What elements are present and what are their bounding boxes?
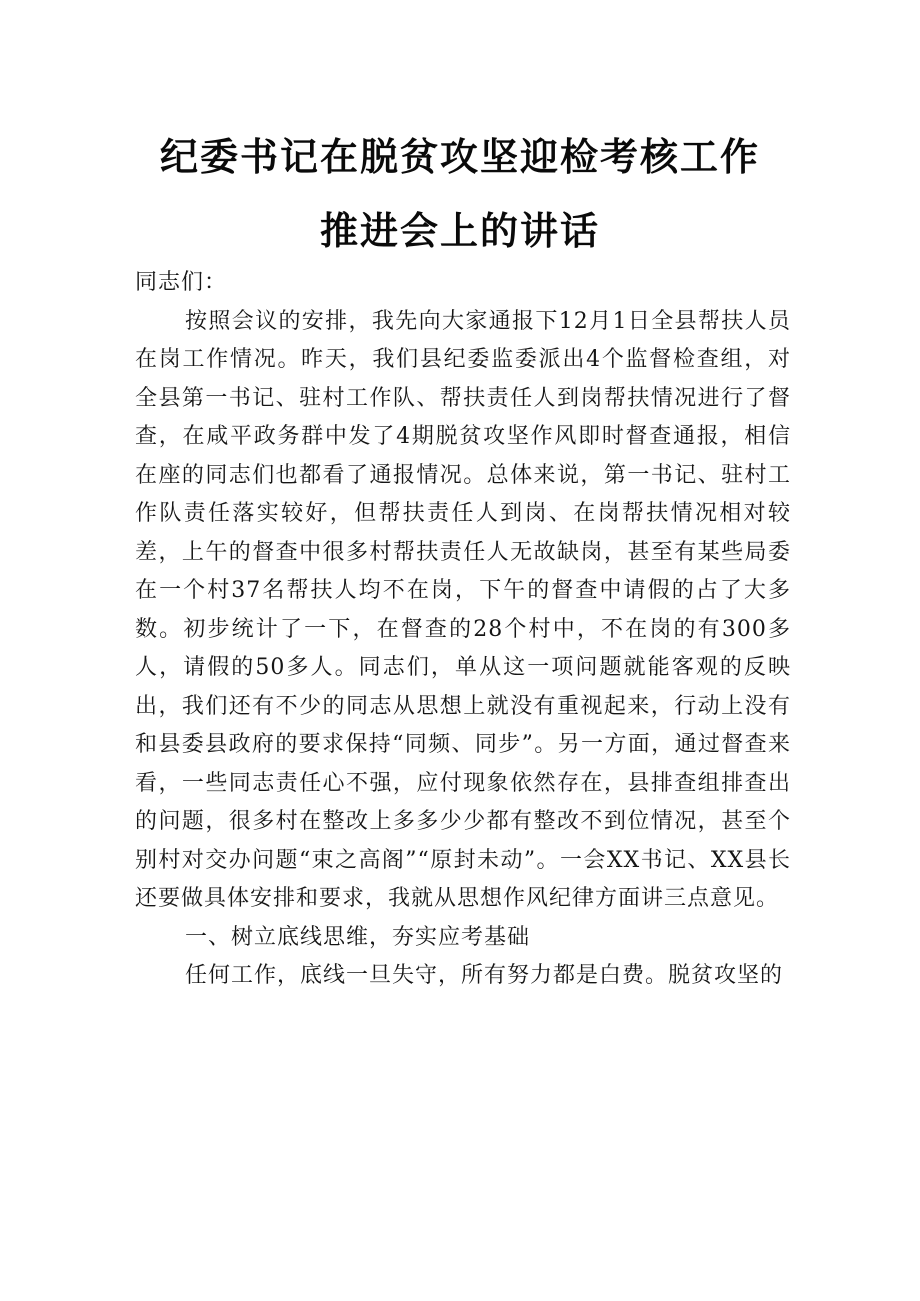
document-title-line-1: 纪委书记在脱贫攻坚迎检考核工作 [159,135,760,179]
paragraph-intro: 按照会议的安排，我先向大家通报下12月1日全县帮扶人员在岗工作情况。昨天，我们县纪委监委派出4个监督检查组，对全县第一书记、驻村工作队、帮扶责任人到岗帮扶情况进行了督查，在咸平政务群中发了4期脱贫攻坚作风即时督查通报，相信在座的同志们也都看了通报情况。总体来说，第一书记、驻村工作队责任落实较好，但帮扶责任人到岗、在岗帮扶情况相对较差，上午的督查中很多村帮扶责任人无故缺岗，甚至有某些局委在一个村37名帮扶人均不在岗，下午的督查中请假的占了大多数。初步统计了一下，在督查的28个村中，不在岗的有300多人，请假的50多人。同志们，单从这一项问题就能客观的反映出，我们还有不少的同志从思想上就没有重视起来，行动上没有和县委县政府的要求保持“同频、同步”。另一方面，通过督查来看，一些同志责任心不强，应付现象依然存在，县排查组排查出的问题，很多村在整改上多多少少都有整改不到位情况，甚至个别村对交办问题“束之高阁”“原封未动”。一会XX书记、XX县长还要做具体安排和要求，我就从思想作风纪律方面讲三点意见。 [135,308,791,911]
paragraph-section-1: 任何工作，底线一旦失守，所有努力都是白费。脱贫攻坚的 [185,963,784,988]
document-title-line-2: 推进会上的讲话 [319,209,600,253]
document-body [135,264,791,996]
salutation: 同志们： [135,270,228,295]
section-heading-1: 一、树立底线思维，夯实应考基础 [185,924,531,950]
